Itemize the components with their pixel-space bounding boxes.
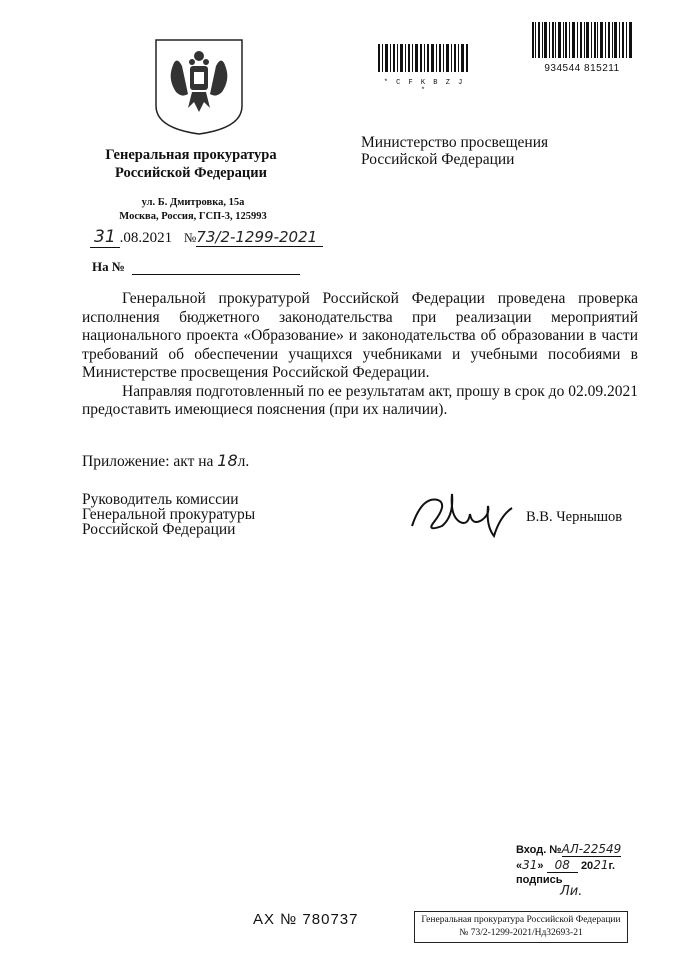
date-number-line [90,227,330,251]
incoming-quote-open: « [516,860,523,872]
signatory-line1: Руководитель комиссии [82,491,239,508]
letter-body [82,290,638,420]
on-ref-label: На № [92,259,125,274]
handwritten-signature [408,486,516,542]
date-rest: .08.2021 [119,230,173,246]
incoming-stamp [516,842,656,902]
body-paragraph-1: Генеральной прокуратурой Российской Федерации проведена проверка исполнения бюджетного законодательства при реализации мероприятий национального проекта «Образование» и законодательства об образовании в части требований об обеспечении учащихся учебниками и учебными пособиями в Министерстве просвещения Российской Федерации. [82,290,638,381]
registration-line2: № 73/2-1299-2021/Нд32693-21 [459,928,583,938]
sender-address-line1: ул. Б. Дмитровка, 15а [141,197,245,208]
incoming-year-suffix: г. [608,860,616,872]
date-day-handwritten: 31 [90,227,120,248]
incoming-year-handwritten: 21 [593,858,609,872]
signatory-name: В.В. Чернышов [526,509,623,525]
incoming-month-handwritten: 08 [547,858,578,873]
incoming-sign-label: подпись [516,874,563,886]
barcode-main [532,22,632,72]
registration-line1: Генеральная прокуратура Российской Федерации [421,915,621,925]
incoming-day-handwritten: 31 [522,858,538,872]
state-emblem [152,36,246,136]
number-prefix: № [183,230,197,245]
incoming-sign-handwritten: Ли. [560,884,583,899]
incoming-number-row [516,842,656,856]
sender-address [100,196,286,224]
on-ref-blank [132,260,300,275]
barcode-main-number: 934544 815211 [544,63,620,74]
attachment-line [82,451,249,471]
attachment-prefix: Приложение: акт на [82,453,218,470]
signatory-title [82,492,312,537]
recipient-line1: Министерство просвещения [361,134,549,151]
form-serial-number: АХ № 780737 [253,911,359,928]
signatory-line3: Российской Федерации [82,521,236,538]
registration-box [414,911,628,943]
attachment-suffix: л. [237,453,250,470]
body-paragraph-2: Направляя подготовленный по ее результатам акт, прошу в срок до 02.09.2021 предоставить имеющиеся пояснения (при их наличии). [82,382,638,418]
number-handwritten: 73/2-1299-2021 [196,228,323,247]
recipient-line2: Российской Федерации [361,151,515,168]
attachment-count-handwritten: 18 [217,451,238,470]
on-ref-line [92,259,312,279]
signatory-line2: Генеральной прокуратуры [82,506,256,523]
incoming-quote-close: » [537,860,544,872]
sender-name [82,146,300,182]
barcode-small [378,44,470,95]
incoming-label: Вход. № [516,844,562,856]
recipient [361,134,621,168]
sender-name-line1: Генеральная прокуратура [105,147,277,163]
incoming-year-prefix: 20 [580,860,594,872]
incoming-number-handwritten: АЛ-22549 [561,842,622,856]
barcode-small-text: * С F K B Z J * [383,79,465,95]
incoming-date-row [516,858,656,872]
sender-address-line2: Москва, Россия, ГСП-3, 125993 [119,211,267,222]
sender-name-line2: Российской Федерации [114,165,267,181]
